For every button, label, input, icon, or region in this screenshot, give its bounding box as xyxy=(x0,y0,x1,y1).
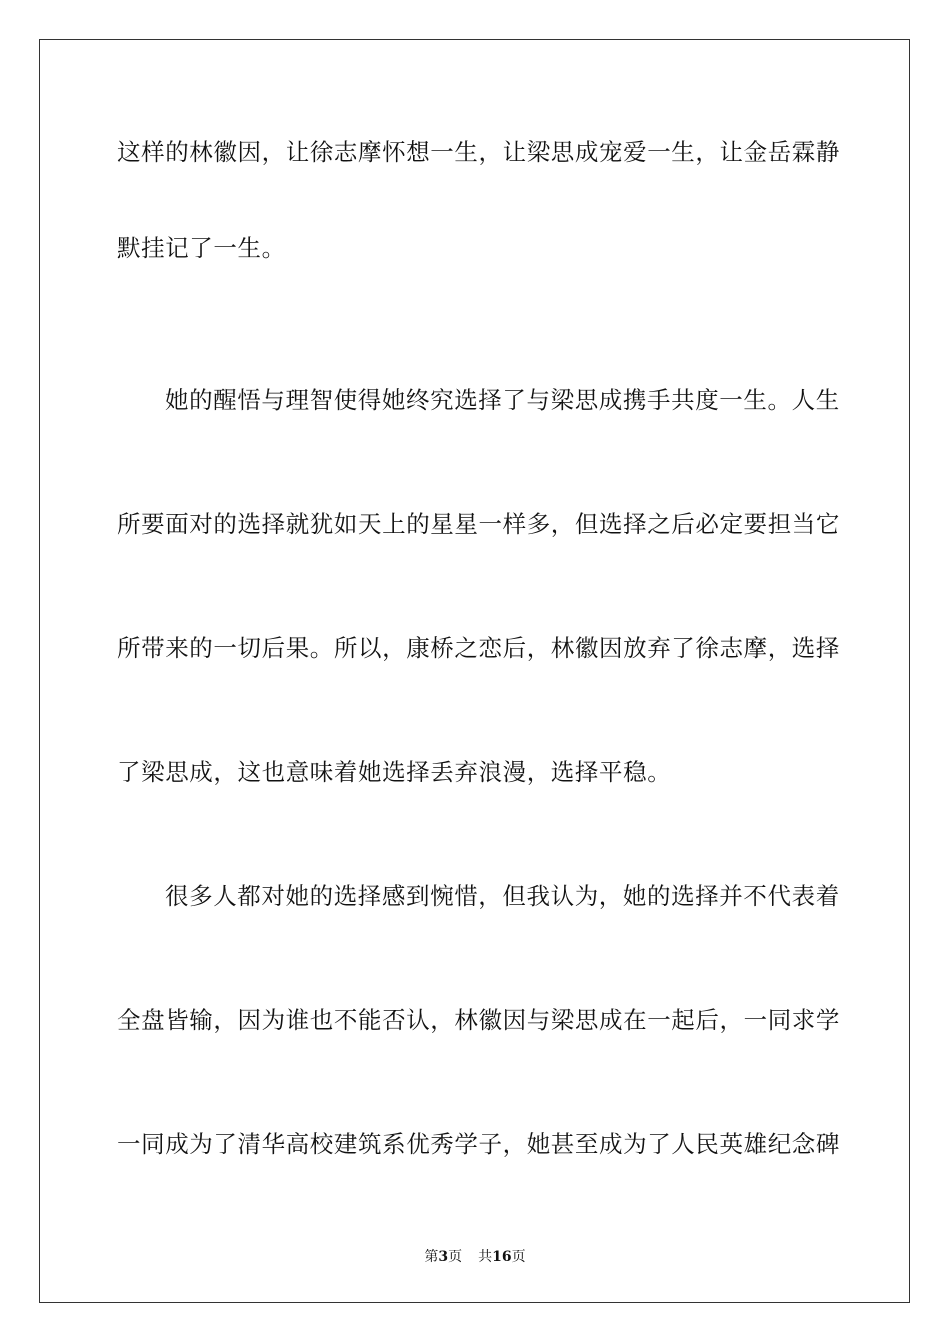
text-line-3: 她的醒悟与理智使得她终究选择了与梁思成携手共度一生。人生 xyxy=(165,386,840,414)
text-line-6: 了梁思成，这也意味着她选择丢弃浪漫，选择平稳。 xyxy=(117,758,672,786)
footer-page-suffix: 页 xyxy=(448,1249,463,1265)
footer-page-prefix: 第 xyxy=(424,1249,439,1265)
footer-total-pages: 16 xyxy=(492,1249,512,1265)
page-border xyxy=(39,39,910,1303)
footer-page-number: 3 xyxy=(438,1249,449,1265)
text-line-5: 所带来的一切后果。所以，康桥之恋后，林徽因放弃了徐志摩，选择 xyxy=(117,634,840,662)
text-line-4: 所要面对的选择就犹如天上的星星一样多，但选择之后必定要担当它 xyxy=(117,510,840,538)
text-line-8: 全盘皆输，因为谁也不能否认，林徽因与梁思成在一起后，一同求学 xyxy=(117,1006,840,1034)
text-line-7: 很多人都对她的选择感到惋惜，但我认为，她的选择并不代表着 xyxy=(165,882,840,910)
footer-total-prefix: 共 xyxy=(478,1249,493,1265)
text-line-1: 这样的林徽因，让徐志摩怀想一生，让梁思成宠爱一生，让金岳霖静 xyxy=(117,138,840,166)
text-line-9: 一同成为了清华高校建筑系优秀学子，她甚至成为了人民英雄纪念碑 xyxy=(117,1130,840,1158)
footer-total-suffix: 页 xyxy=(511,1249,526,1265)
page-footer xyxy=(0,1248,950,1266)
text-line-2: 默挂记了一生。 xyxy=(117,234,286,262)
